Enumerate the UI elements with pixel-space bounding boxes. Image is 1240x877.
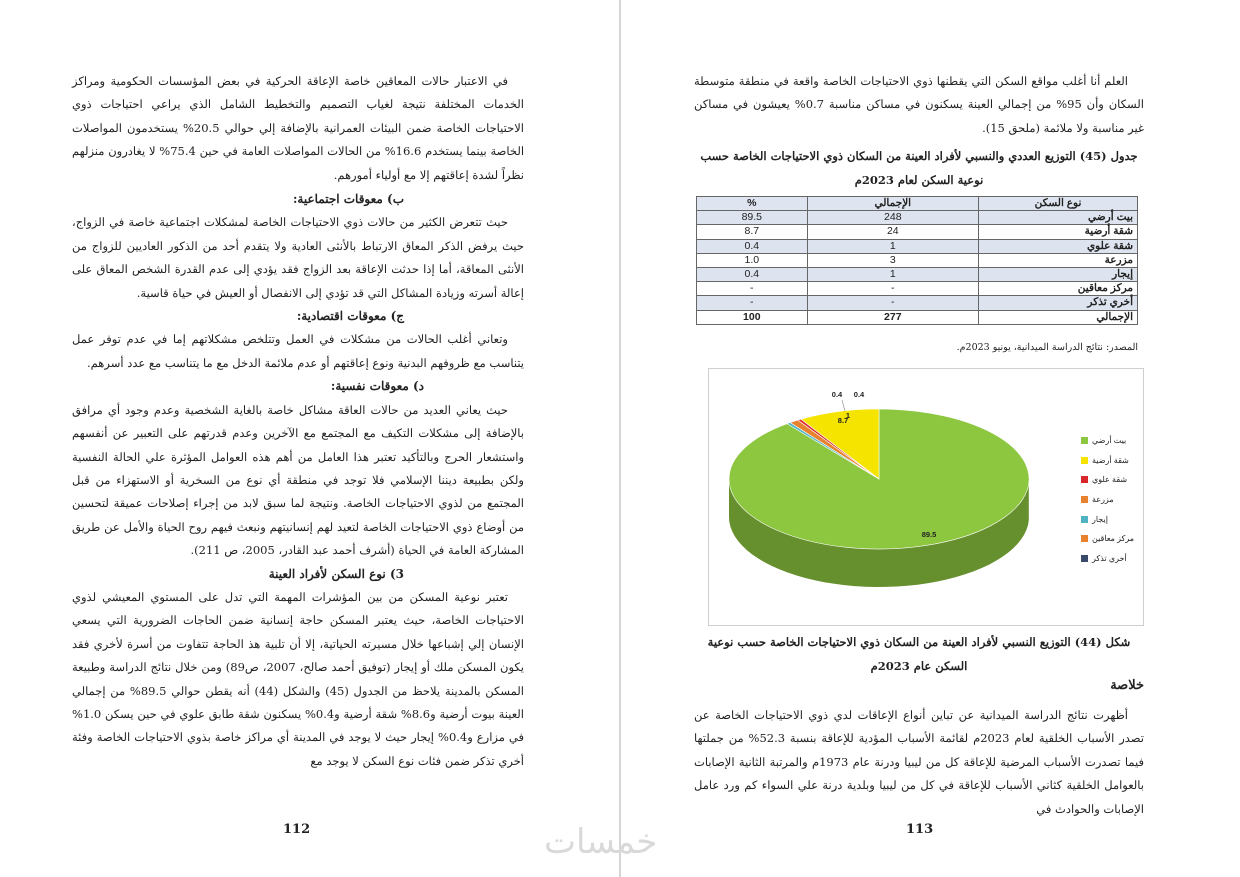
table-cell: مزرعة <box>979 253 1138 267</box>
table-cell: الإجمالي <box>979 310 1138 324</box>
table-cell: - <box>697 296 808 310</box>
table-cell: بيت أرضي <box>979 211 1138 225</box>
chart-legend <box>1081 431 1141 568</box>
legend-label: أخري تذكر <box>1092 553 1127 563</box>
watermark-logo: خمسات <box>544 822 658 862</box>
housing-type-paragraph: تعتبر نوعية المسكن من بين المؤشرات المهمة التي تدل على المستوي المعيشي لذوي الاحتياجات الخاصة، حيث يعتبر المسكن حاجة إنسانية ضمن الحاجات الضرورية التي يسعي الإنسان إلي إشباعها خلال مسيرته الحياتية، إلا أن تلبية هذ الحاجة تتفاوت من أسرة لأخري فقد يكون المسكن ملك أو إيجار (توفيق أحمد صالح، 2007، ص89) ومن خلال نتائج الدراسة وطبيعة المسكن بالمدينة يلاحظ من الجدول (45) والشكل (44) أنه يقطن حوالي 89.5% من إجمالي العينة بيوت أرضية و8.6% شقة أرضية و0.4% يسكنون شقة طابق علوي في حين يسكن 1.0% في مزارع و0.4% إيجار حيث لا يوجد في المدينة أي مراكز خاصة بذوي الاحتياجات الخاصة وفئة أخري تذكر ضمن فئات نوع السكن لا يوجد مع <box>72 589 525 768</box>
table-row <box>697 239 1138 253</box>
right-page-intro <box>694 70 1144 140</box>
legend-swatch <box>1081 516 1088 523</box>
table-cell: أخري تذكر <box>979 296 1138 310</box>
legend-swatch <box>1081 555 1088 562</box>
legend-label: مزرعة <box>1092 495 1114 505</box>
table-source-note: المصدر: نتائج الدراسة الميدانية، يونيو 2023م. <box>956 342 1138 353</box>
economic-obstacles-heading: ج) معوقات اقتصادية: <box>296 309 404 324</box>
legend-swatch <box>1081 535 1088 542</box>
table-cell: 8.7 <box>697 225 808 239</box>
table-cell: 0.4 <box>697 267 808 281</box>
legend-swatch <box>1081 476 1088 483</box>
legend-swatch <box>1081 457 1088 464</box>
table-row <box>697 267 1138 281</box>
table-header-row <box>697 197 1138 211</box>
social-obstacles-paragraph: حيث تتعرض الكثير من حالات ذوي الاحتياجات الخاصة لمشكلات اجتماعية خاصة في الزواج، حيث يرفض الذكر المعاق الارتباط بالأنثى العادية ولا يتقدم أحد من الذكور العاديين للزواج من الأنثى المعاقة، أما إذا حدثت الإعاقة بعد الزواج فقد يؤدي إلى عدم القدرة الشخص المعاق على إعالة أسرته وزيادة المشاكل التي قد تؤدي إلى الانفصال أو العيش في حياة قاسية. <box>72 215 524 300</box>
conclusion-paragraph: أظهرت نتائج الدراسة الميدانية عن تباين أنواع الإعاقات لدي ذوي الاحتياجات الخاصة عن تصدر الأسباب الخلقية لعام 2023م لقائمة الأسباب المؤدية للإعاقة بنسبة 52.3% من جملتها فيما تصدرت الأسباب المرضية للإعاقة كل من ليبيا ودرنة عام 1973م والمرتبة الثانية الإصابات بالعوامل الخلقية كثاني الأسباب للإعاقة في كل من ليبيا وبلدية درنة علي السواء كم ورد عامل الإصابات والحوادث في <box>694 708 1145 816</box>
table-cell: شقة أرضية <box>979 225 1138 239</box>
social-obstacles-heading: ب) معوقات اجتماعية: <box>292 192 404 207</box>
table-cell: 1 <box>807 267 978 281</box>
table-cell: 1.0 <box>697 253 808 267</box>
legend-item <box>1081 431 1141 451</box>
legend-label: مركز معاقين <box>1092 534 1135 544</box>
legend-item <box>1081 509 1141 529</box>
table-cell: 3 <box>807 253 978 267</box>
table-total-row <box>697 310 1138 324</box>
table-cell: 277 <box>807 310 978 324</box>
table-cell: - <box>697 282 808 296</box>
table-header-cell: نوع السكن <box>979 197 1138 211</box>
conclusion-body <box>694 704 1144 821</box>
table-cell: 0.4 <box>697 239 808 253</box>
page-number-right: 113 <box>906 822 934 837</box>
housing-table <box>696 196 1138 325</box>
table-caption: جدول (45) التوزيع العددي والنسبي لأفراد العينة من السكان ذوي الاحتياجات الخاصة حسب نوعية السكن لعام 2023م <box>700 149 1138 187</box>
psychological-obstacles-paragraph: حيث يعاني العديد من حالات العاقة مشاكل خاصة بالغاية الشخصية وعدم وجود أي مرافق بالإضافة إلى مشكلات التكيف مع المجتمع مع الآخرين وعدم قدرتهم على التعبير عن أنفسهم واستشعار الحرج وبالتأكيد تعتبر هذا العامل من أهم هذه العوامل المؤثرة علي الحالة النفسية ولكن بطبيعة ديننا الإسلامي فلا توجد في منطقة أي نوع من السخرية أو الاستهزاء من قبل المجتمع من لذوي الاحتياجات الخاصة. ونتيجة لما سبق لابد من إجراء إصلاحات عميقة لتحسين من أوضاع ذوي الاحتياجات الخاصة لتعيد لهم إنسانيتهم ونبعث فيهم روح الحياة والأمل عن طريق المشاركة العامة في الحياة (أشرف أحمد عبد القادر، 2005، ص 211). <box>72 402 524 558</box>
legend-label: إيجار <box>1092 514 1108 524</box>
legend-item <box>1081 549 1141 569</box>
conclusion-heading: خلاصة <box>1110 678 1144 693</box>
legend-item <box>1081 451 1141 471</box>
legend-swatch <box>1081 496 1088 503</box>
legend-item <box>1081 529 1141 549</box>
psychological-obstacles-heading: د) معوقات نفسية: <box>330 379 424 394</box>
legend-item <box>1081 490 1141 510</box>
pie-data-label: 0.4 <box>853 390 865 399</box>
table-header-cell: الإجمالي <box>807 197 978 211</box>
table-cell: 1 <box>807 239 978 253</box>
table-row <box>697 225 1138 239</box>
table-row <box>697 296 1138 310</box>
economic-obstacles-paragraph: وتعاني أغلب الحالات من مشكلات في العمل وتتلخص مشكلاتهم إما في عدم توفر عمل يتناسب مع ظروفهم البدنية ونوع إعاقتهم أو عدم ملائمة الدخل مع ما يتناسب مع عدد أسرهم. <box>72 332 524 370</box>
table-header-cell: % <box>697 197 808 211</box>
table-cell: 248 <box>807 211 978 225</box>
legend-swatch <box>1081 437 1088 444</box>
pie-data-label: 1 <box>845 411 851 420</box>
table-cell: 89.5 <box>697 211 808 225</box>
legend-label: شقة علوي <box>1092 475 1128 485</box>
left-page-body <box>72 70 524 773</box>
pie-chart-svg <box>709 369 1079 625</box>
right-intro-paragraph: العلم أنا أغلب مواقع السكن التي يقطنها ذوي الاحتياجات الخاصة واقعة في منطقة متوسطة السكان وأن 95% من إجمالي العينة يسكنون في مساكن مناسبة 0.7% يعيشون في مساكن غير مناسبة ولا ملائمة (ملحق 15). <box>694 74 1144 135</box>
left-intro-paragraph: في الاعتبار حالات المعاقين خاصة الإعاقة الحركية في بعض المؤسسات الحكومية ومراكز الخدمات المختلفة نتيجة لغياب التصميم والتخطيط الشامل الذي يراعي احتياجات ذوي الاحتياجات الخاصة ضمن البيئات العمرانية بالإضافة إلي حوالي 20.5% يستخدمون المواصلات الخاصة بينما يستخدم 16.6% من الحالات المواصلات العامة في حين 75.4% لا يغادرون منزلهم نظراً لشدة إعاقتهم إلا مع أولياء أمورهم. <box>72 74 525 182</box>
label-leader-line <box>842 400 845 411</box>
legend-label: بيت أرضي <box>1092 436 1127 446</box>
chart-caption: شكل (44) التوزيع النسبي لأفراد العينة من السكان ذوي الاحتياجات الخاصة حسب نوعية السكن عام 2023م <box>707 635 1131 673</box>
table-cell: شقة علوي <box>979 239 1138 253</box>
pie-data-label: 0.4 <box>831 390 843 399</box>
book-spine <box>619 0 621 877</box>
table-cell: 100 <box>697 310 808 324</box>
pie-data-label: 89.5 <box>921 530 937 539</box>
table-cell: مركز معاقين <box>979 282 1138 296</box>
table-cell: - <box>807 282 978 296</box>
legend-label: شقة أرضية <box>1092 455 1129 465</box>
legend-item <box>1081 470 1141 490</box>
table-cell: إيجار <box>979 267 1138 281</box>
table-cell: 24 <box>807 225 978 239</box>
table-row <box>697 282 1138 296</box>
pie-data-label: 8.7 <box>837 416 849 425</box>
table-row <box>697 211 1138 225</box>
table-cell: - <box>807 296 978 310</box>
housing-type-heading: 3) نوع السكن لأفراد العينة <box>268 566 404 581</box>
table-row <box>697 253 1138 267</box>
pie-chart <box>708 368 1144 626</box>
page-number-left: 112 <box>283 822 311 837</box>
